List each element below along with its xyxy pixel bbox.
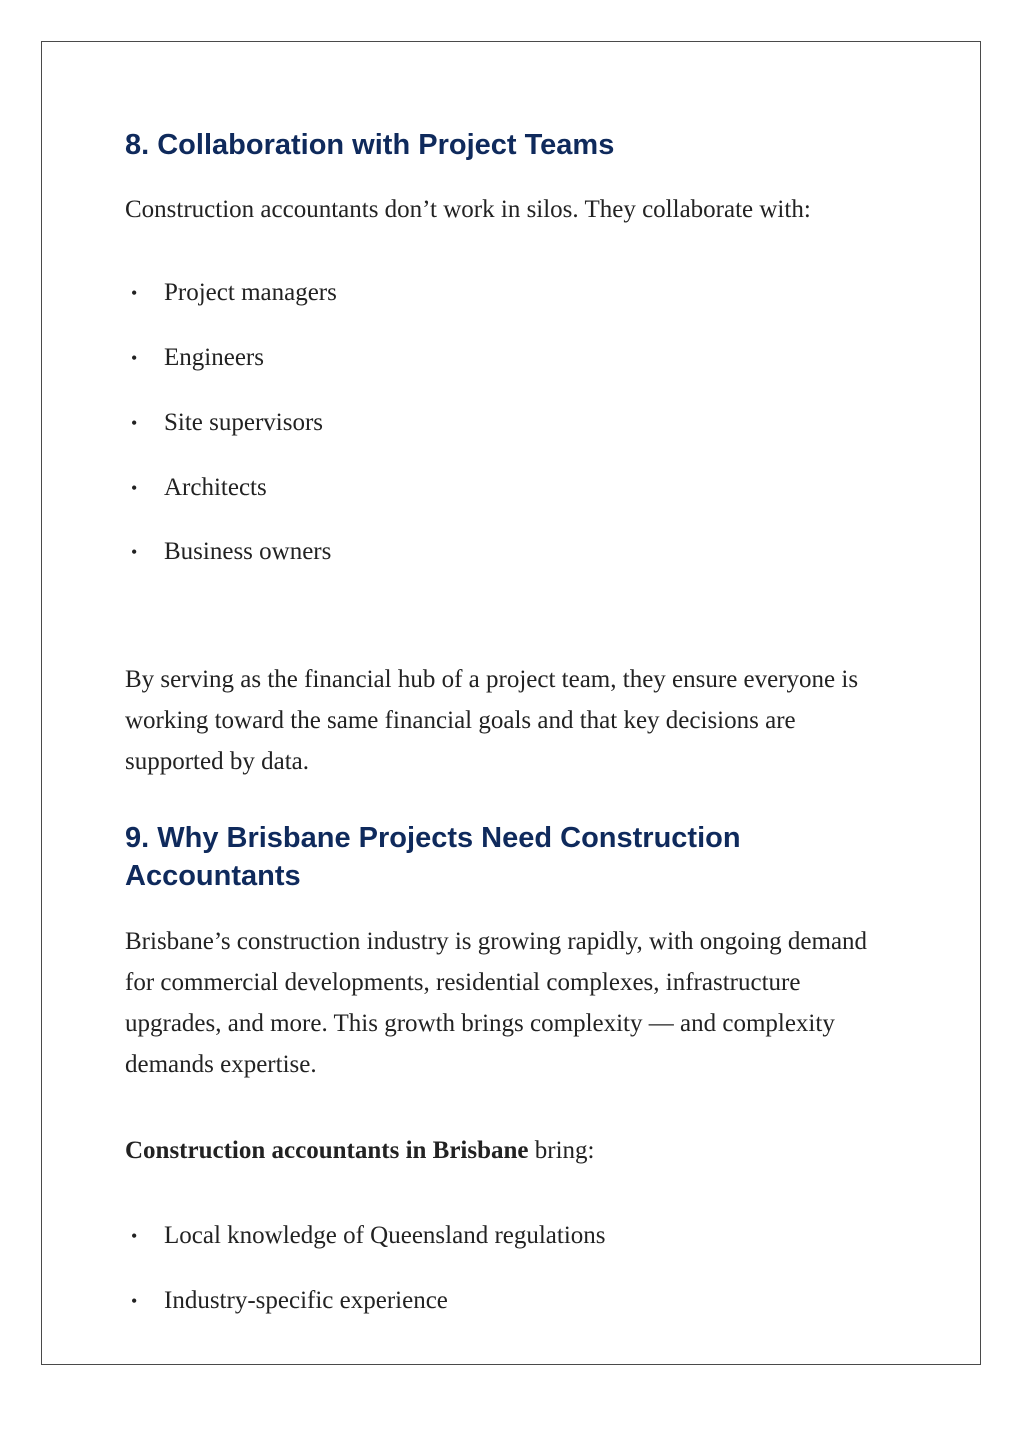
bullet-icon: • — [131, 1291, 138, 1311]
list-item — [125, 406, 323, 440]
section-9-bring-line — [125, 1130, 905, 1171]
list-item — [125, 1284, 448, 1318]
list-item — [125, 471, 267, 505]
list-item-text: Business owners — [164, 538, 332, 565]
section-8-heading: 8. Collaboration with Project Teams — [125, 129, 615, 161]
list-item-text: Project managers — [164, 279, 337, 306]
list-item — [125, 1219, 606, 1253]
bullet-icon: • — [131, 542, 138, 562]
section-9-intro: Brisbane’s construction industry is growing rapidly, with ongoing demand for commercial developments, residential complexes, infrastructure upgrades, and more. This growth brings complexity — and complexity demands expertise. — [125, 928, 868, 1078]
bring-rest-text: bring: — [528, 1137, 595, 1164]
section-9-heading: 9. Why Brisbane Projects Need Construction Accountants — [125, 822, 741, 892]
list-item-text: Site supervisors — [164, 409, 324, 436]
section-8-intro: Construction accountants don’t work in silos. They collaborate with: — [125, 196, 811, 223]
list-item — [125, 535, 331, 569]
bullet-icon: • — [131, 348, 138, 368]
page-frame — [41, 41, 981, 1365]
list-item — [125, 341, 264, 375]
bullet-icon: • — [131, 283, 138, 303]
bullet-icon: • — [131, 413, 138, 433]
list-item-text: Architects — [164, 474, 267, 501]
bullet-icon: • — [131, 1226, 138, 1246]
bullet-icon: • — [131, 478, 138, 498]
bring-bold-text: Construction accountants in Brisbane — [125, 1137, 529, 1164]
list-item-text: Engineers — [164, 344, 264, 371]
list-item-text: Industry-specific experience — [164, 1287, 448, 1314]
section-8-closing: By serving as the financial hub of a project team, they ensure everyone is working toward the same financial goals and that key decisions are supported by data. — [125, 666, 859, 775]
list-item-text: Local knowledge of Queensland regulations — [164, 1222, 606, 1249]
list-item — [125, 276, 337, 310]
